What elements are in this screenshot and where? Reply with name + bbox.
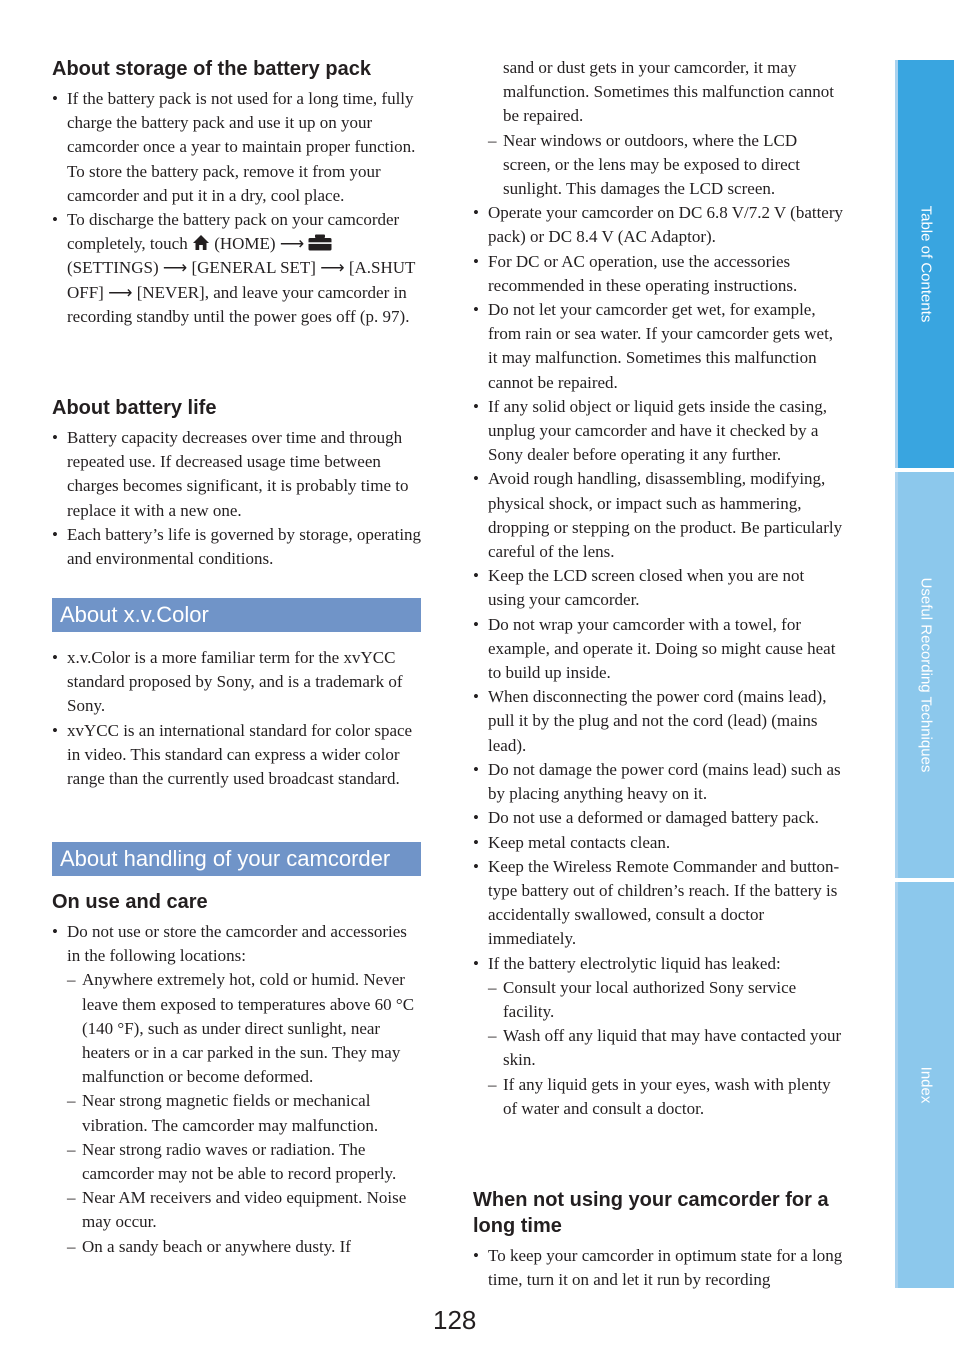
list-item: • Keep the LCD screen closed when you are not using your camcorder. bbox=[473, 564, 845, 612]
arrow-right-icon: ⟶ bbox=[320, 258, 345, 278]
list-subitem: – Near AM receivers and video equipment. Noise may occur. bbox=[52, 1186, 424, 1234]
list-item: • For DC or AC operation, use the accessories recommended in these operating instructions. bbox=[473, 250, 845, 298]
use-care-heading: On use and care bbox=[52, 891, 208, 913]
tab-useful-recording-techniques[interactable] bbox=[895, 472, 954, 878]
arrow-right-icon: ⟶ bbox=[279, 234, 305, 254]
list-item: • Do not wrap your camcorder with a towel, for example, and operate it. Doing so might cause heat to build up inside. bbox=[473, 613, 845, 686]
not-using-list bbox=[473, 1244, 845, 1292]
arrow-right-icon: ⟶ bbox=[108, 282, 133, 302]
xv-color-section-title: About x.v.Color bbox=[52, 598, 421, 632]
not-using-heading: When not using your camcorder for a long time bbox=[473, 1189, 829, 1237]
list-subitem: – Near strong radio waves or radiation. The camcorder may not be able to record properly. bbox=[52, 1138, 424, 1186]
use-care-list bbox=[52, 920, 424, 1259]
home-icon bbox=[192, 234, 210, 251]
list-item: • Do not use or store the camcorder and accessories in the following locations: bbox=[52, 920, 424, 968]
list-item: • Keep the Wireless Remote Commander and button-type battery out of children’s reach. If the battery is accidentally swallowed, consult a doctor immediately. bbox=[473, 855, 845, 952]
list-item: • Battery capacity decreases over time and through repeated use. If decreased usage time between charges becomes significant, it is probably time to replace it with a new one. bbox=[52, 426, 424, 523]
page-number: 128 bbox=[433, 1305, 477, 1335]
list-item: • Do not damage the power cord (mains lead) such as by placing anything heavy on it. bbox=[473, 758, 845, 806]
list-subitem: – On a sandy beach or anywhere dusty. If bbox=[52, 1235, 424, 1259]
list-item: • Avoid rough handling, disassembling, modifying, physical shock, or impact such as hammering, dropping or stepping on the product. Be particularly careful of the lens. bbox=[473, 467, 845, 564]
list-item: • Keep metal contacts clean. bbox=[473, 831, 845, 855]
list-item: • If the battery pack is not used for a long time, fully charge the battery pack and use it up on your camcorder once a year to maintain proper function. To store the battery pack, remove it from your camcorder and put it in a dry, cool place. bbox=[52, 87, 424, 208]
list-item: • If the battery electrolytic liquid has leaked: bbox=[473, 952, 845, 976]
storage-heading: About storage of the battery pack bbox=[52, 58, 371, 80]
list-subitem: – Near strong magnetic fields or mechanical vibration. The camcorder may malfunction. bbox=[52, 1089, 424, 1137]
battery-life-list bbox=[52, 426, 424, 571]
arrow-right-icon: ⟶ bbox=[162, 258, 188, 278]
list-subitem: – Near windows or outdoors, where the LCD screen, or the lens may be exposed to direct sunlight. This damages the LCD screen. bbox=[473, 129, 845, 202]
tab-table-of-contents[interactable] bbox=[895, 60, 954, 468]
tab-label: Table of Contents bbox=[917, 205, 935, 323]
list-item: • Each battery’s life is governed by storage, operating and environmental conditions. bbox=[52, 523, 424, 571]
list-item: • When disconnecting the power cord (mains lead), pull it by the plug and not the cord (lead) (mains lead). bbox=[473, 685, 845, 758]
list-subitem: – Consult your local authorized Sony service facility. bbox=[473, 976, 845, 1024]
list-subitem: – If any liquid gets in your eyes, wash with plenty of water and consult a doctor. bbox=[473, 1073, 845, 1121]
list-item: • xvYCC is an international standard for color space in video. This standard can express a wider color range than the currently used broadcast standard. bbox=[52, 719, 424, 792]
xv-color-list bbox=[52, 646, 424, 791]
tab-label: Useful Recording Techniques bbox=[917, 577, 935, 773]
list-item: • Do not use a deformed or damaged battery pack. bbox=[473, 806, 845, 830]
list-item: • If any solid object or liquid gets inside the casing, unplug your camcorder and have it checked by a Sony dealer before operating it any further. bbox=[473, 395, 845, 468]
storage-list bbox=[52, 87, 424, 329]
handling-section-title: About handling of your camcorder bbox=[52, 842, 421, 876]
list-subitem: – Anywhere extremely hot, cold or humid. Never leave them exposed to temperatures above 60 °C (140 °F), such as under direct sunlight, near heaters or in a car parked in the sun. They may malfunction or become deformed. bbox=[52, 968, 424, 1089]
settings-icon bbox=[308, 234, 332, 251]
list-item: • Operate your camcorder on DC 6.8 V/7.2 V (battery pack) or DC 8.4 V (AC Adaptor). bbox=[473, 201, 845, 249]
list-item: • To keep your camcorder in optimum state for a long time, turn it on and let it run by recording bbox=[473, 1244, 845, 1292]
list-item: • To discharge the battery pack on your camcorder completely, touch (HOME) ⟶ (SETTINGS) ⟶ [GENERAL SET] ⟶ [A.SHUT OFF] ⟶ [NEVER], and leave your camcorder in recording standby until the power goes off (p. 97). bbox=[52, 208, 424, 329]
list-subitem: – Wash off any liquid that may have contacted your skin. bbox=[473, 1024, 845, 1072]
tab-label: Index bbox=[917, 1066, 935, 1104]
battery-life-heading: About battery life bbox=[52, 397, 217, 419]
tab-index[interactable] bbox=[895, 882, 954, 1288]
list-item: • x.v.Color is a more familiar term for the xvYCC standard proposed by Sony, and is a trademark of Sony. bbox=[52, 646, 424, 719]
care-list-continued bbox=[473, 56, 845, 1121]
list-item: • Do not let your camcorder get wet, for example, from rain or sea water. If your camcorder gets wet, it may malfunction. Sometimes this malfunction cannot be repaired. bbox=[473, 298, 845, 395]
list-subitem-continued: sand or dust gets in your camcorder, it may malfunction. Sometimes this malfunction cannot be repaired. bbox=[503, 58, 834, 126]
